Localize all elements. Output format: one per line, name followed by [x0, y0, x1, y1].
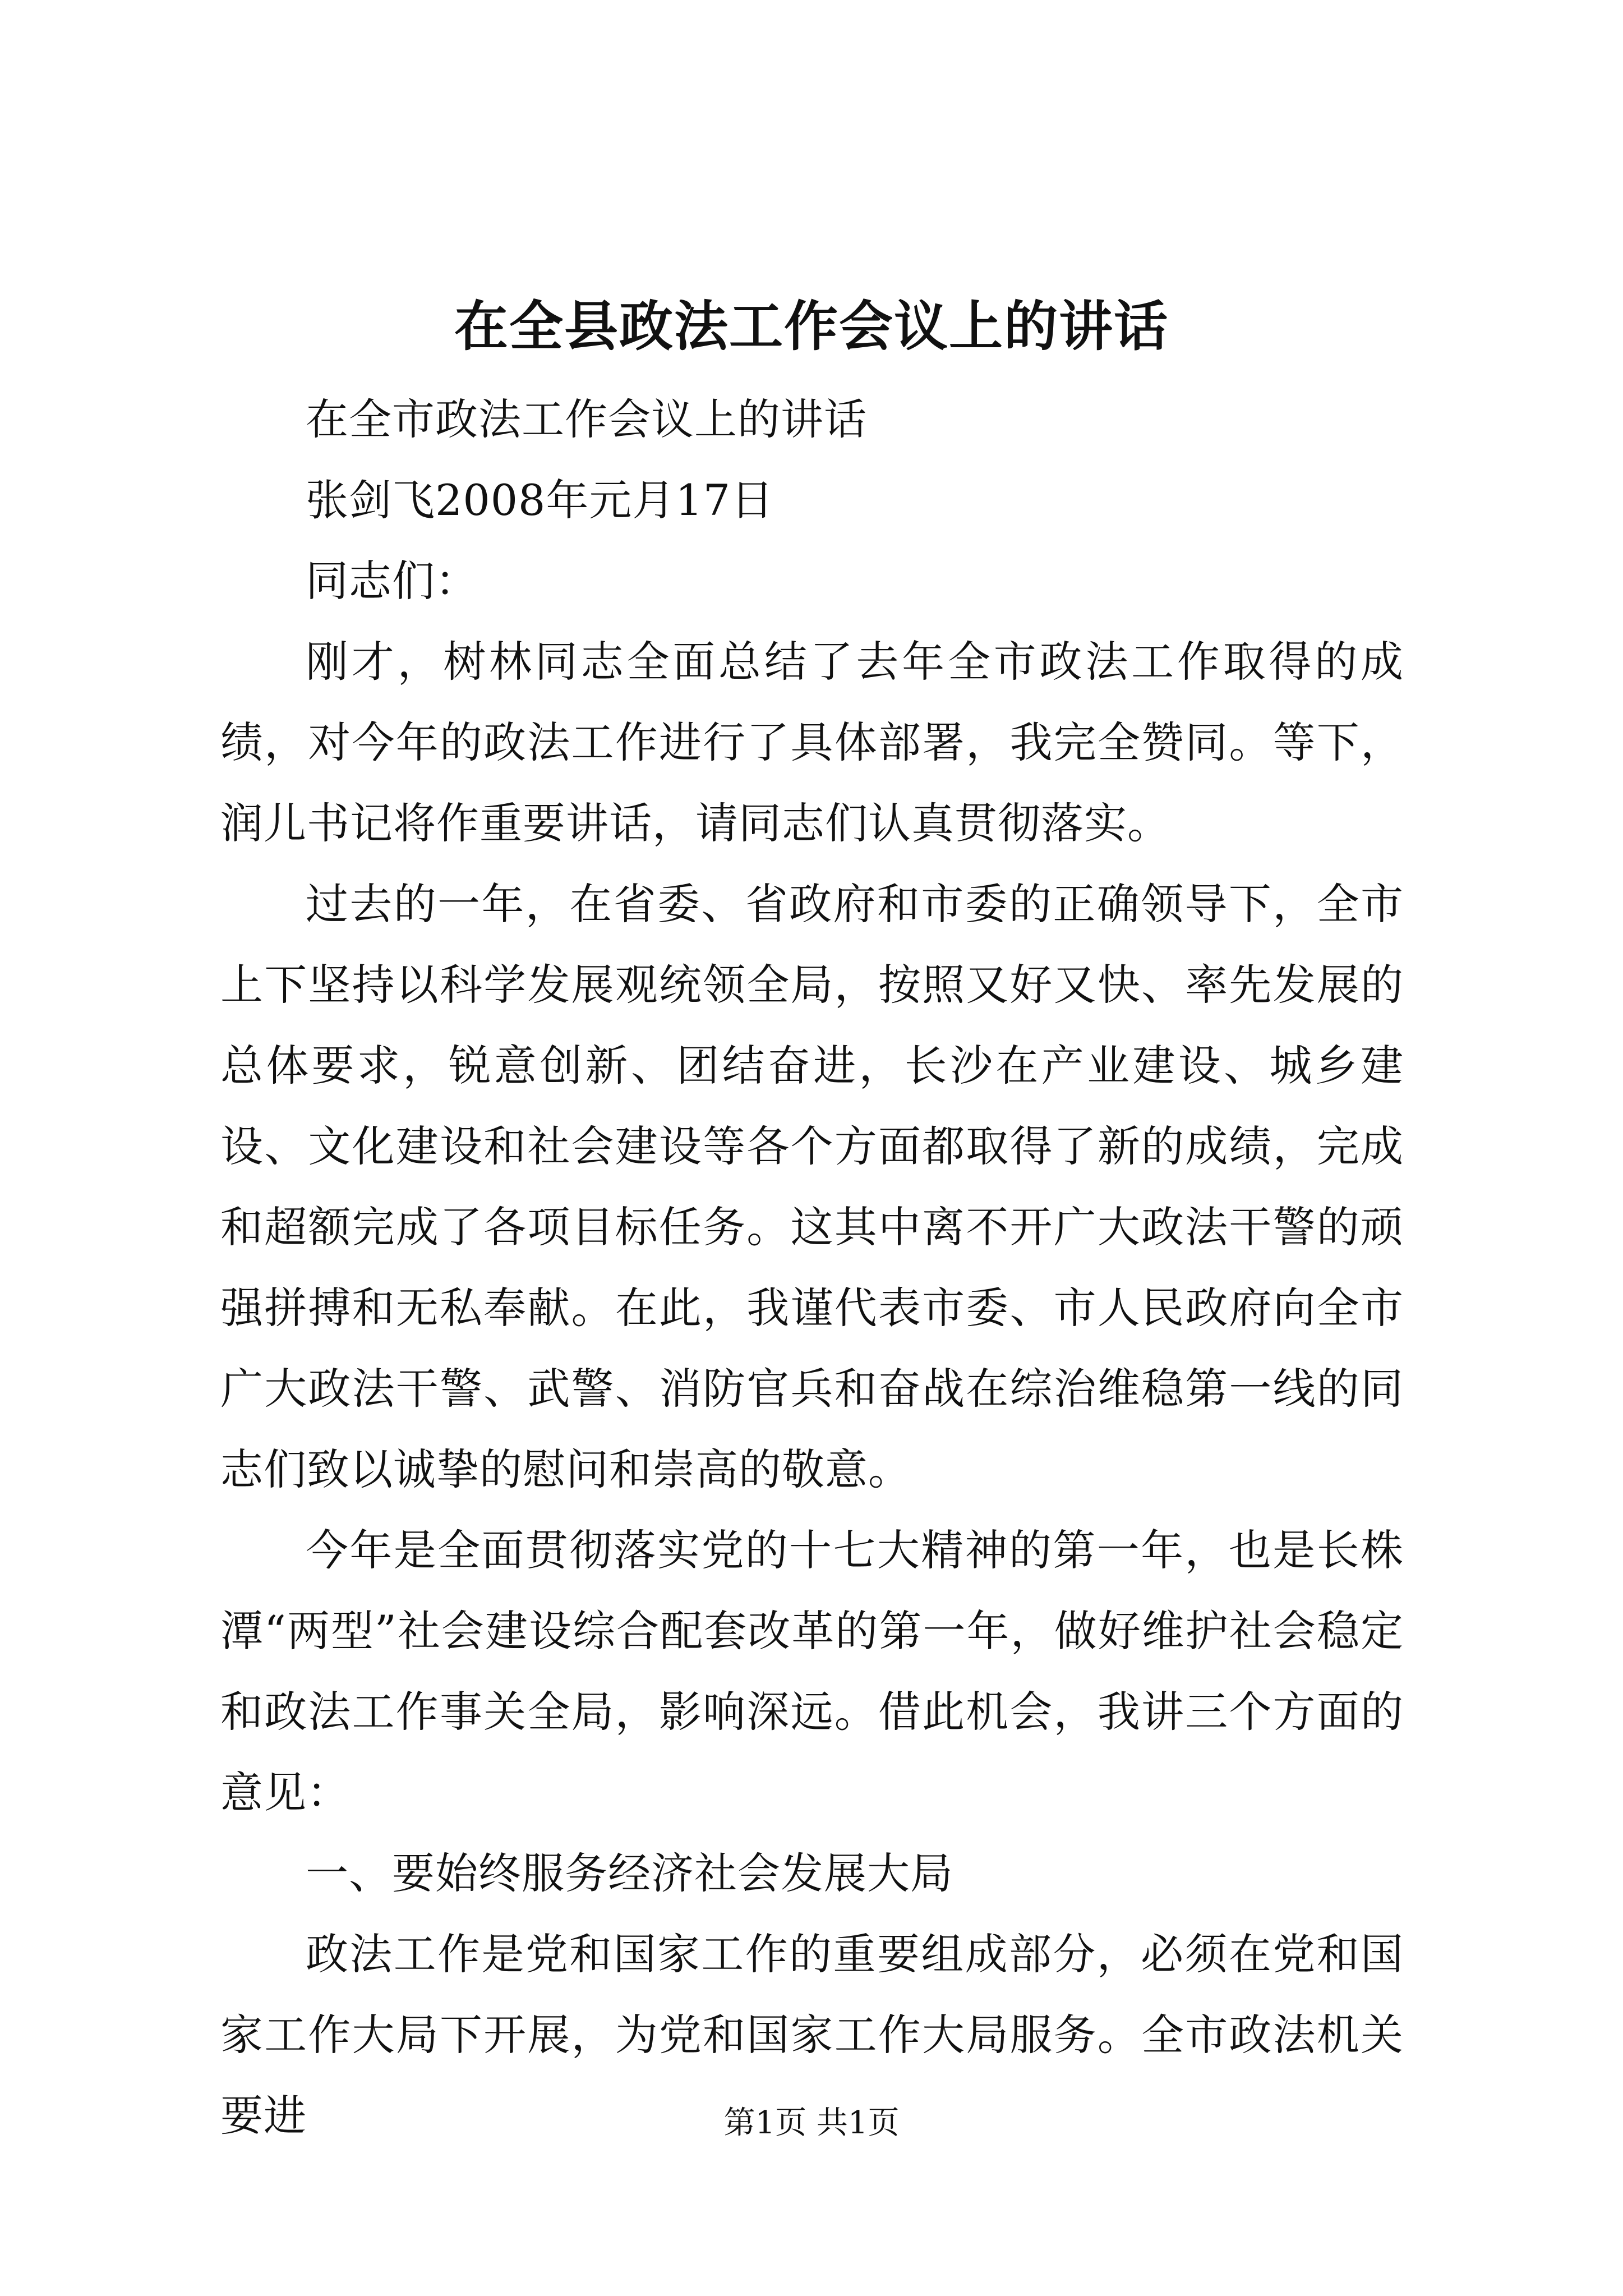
body-paragraph: 今年是全面贯彻落实党的十七大精神的第一年，也是长株潭“两型”社会建设综合配套改革的第一年，做好维护社会稳定和政法工作事关全局，影响深远。借此机会，我讲三个方面的意见： [220, 1525, 1404, 1818]
page-footer: 第1页 共1页 [723, 2105, 900, 2141]
body-paragraph: 政法工作是党和国家工作的重要组成部分，必须在党和国家工作大局下开展，为党和国家工作大局服务。全市政法机关要进 [220, 1929, 1404, 2141]
author-date-paragraph: 张剑飞2008年元月17日 [306, 475, 774, 525]
body-paragraph: 刚才，树林同志全面总结了去年全市政法工作取得的成绩，对今年的政法工作进行了具体部署，我完全赞同。等下，润儿书记将作重要讲话，请同志们认真贯彻落实。 [220, 637, 1404, 848]
subtitle-paragraph: 在全市政法工作会议上的讲话 [306, 394, 867, 444]
body-paragraph: 过去的一年，在省委、省政府和市委的正确领导下，全市上下坚持以科学发展观统领全局，按照又好又快、率先发展的总体要求，锐意创新、团结奋进，长沙在产业建设、城乡建设、文化建设和社会建设等各个方面都取得了新的成绩，完成和超额完成了各项目标任务。这其中离不开广大政法干警的顽强拼搏和无私奉献。在此，我谨代表市委、市人民政府向全市广大政法干警、武警、消防官兵和奋战在综治维稳第一线的同志们致以诚挚的慰问和崇高的敬意。 [220, 879, 1404, 1494]
document-body [220, 379, 1404, 2156]
salutation-paragraph: 同志们： [306, 556, 478, 606]
section-heading: 一、要始终服务经济社会发展大局 [306, 1848, 953, 1898]
document-title: 在全县政法工作会议上的讲话 [454, 295, 1169, 358]
